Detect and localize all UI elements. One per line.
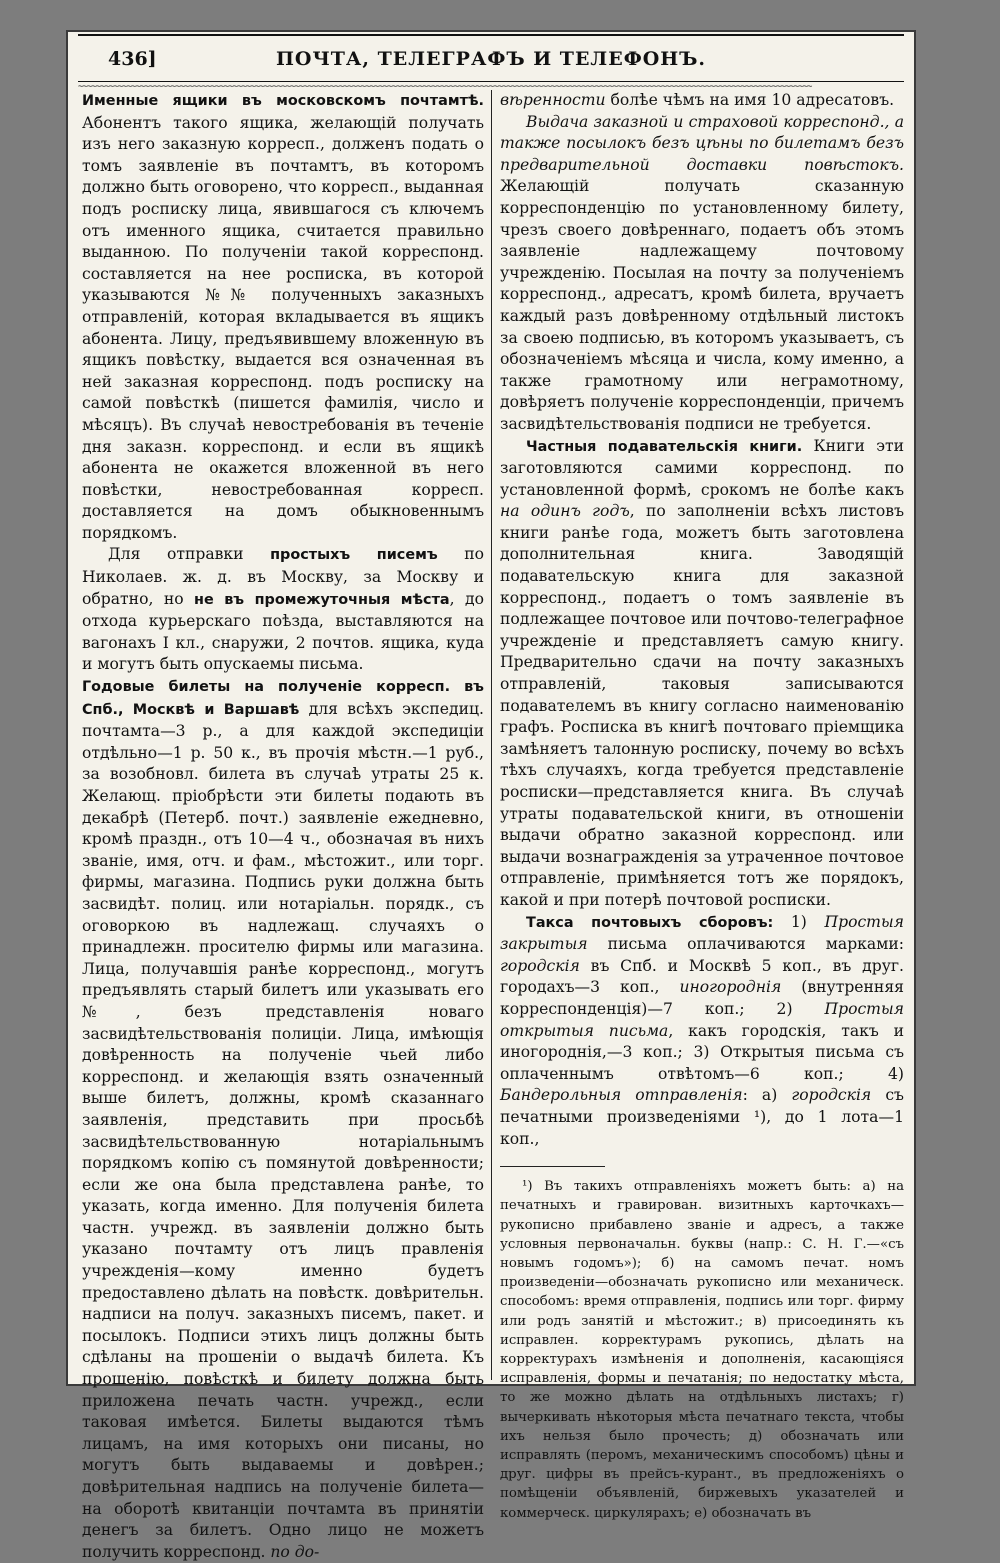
tariff-h: Простыя открытыя письма	[500, 999, 904, 1040]
heading-sender-books: Частныя подавательскія книги.	[526, 438, 803, 455]
column-divider	[491, 90, 492, 1380]
footnote	[500, 1177, 904, 1523]
paragraph-simple-letters	[82, 544, 484, 676]
italic-heading-delivery: Выдача заказной и страховой корреспонд., а также посылокъ безъ цѣны по билетамъ безъ предварительной доставки повѣстокъ.	[500, 112, 904, 174]
text-delivery: Желающій получать сказанную корреспонденцію по установленному билету, чрезъ своего довѣреннаго, подаетъ объ этомъ заявленіе надлежащему почтовому учрежденію. Посылая на почту за полученіемъ корреспонд., адресатъ, кромѣ билета, вручаетъ каждый разъ довѣренному отдѣльный листокъ за своею подписью, въ которомъ указываетъ, съ обозначеніемъ мѣсяца и числа, кому именно, а также грамотному или неграмотному, довѣряетъ полученіе корреспонденціи, причемъ засвидѣтельствованія подписи не требуется.	[500, 177, 904, 433]
tariff-l: городскія	[791, 1086, 872, 1105]
left-column	[82, 90, 484, 1561]
text-continuation: болѣе чѣмъ на имя 10 адресатовъ.	[605, 91, 895, 109]
running-title: ПОЧТА, ТЕЛЕГРАФЪ И ТЕЛЕФОНЪ.	[275, 48, 707, 70]
text-simple-letters-a: Для отправки	[108, 545, 271, 564]
wavy-ornament-rule: ~~~~~~~~~~~~~~~~~~~~~~~~~~~~~~~~~~~~~~~~~~~~~~~~~~~~~~~~~~~~~~~~~~~~~~~~~~~~~~~~~~~~~~~~~~~~~~~~~~~~~~~~~~~~~~~~~~~~~~~~~~~~~~~~~~~~~~~~~~~~~~~~~~~~~~~~~~~~~~~~~~~~~~	[78, 82, 812, 92]
bold-not-intermediate: не въ промежуточныя мѣста	[194, 591, 450, 608]
footnote-rule	[500, 1166, 605, 1167]
paragraph-postal-tariff	[500, 912, 904, 1151]
right-column	[500, 90, 904, 1521]
tariff-a: 1)	[773, 912, 825, 931]
tariff-k: : а)	[742, 1086, 792, 1105]
italic-one-year: на одинъ годъ	[500, 502, 630, 521]
tariff-e: въ Спб. и Москвѣ 5 коп., въ друг. городахъ—3 коп.,	[500, 956, 904, 997]
tariff-d: городскія	[500, 956, 580, 975]
text-simple-letters-c: по Николаев. ж. д. въ Москву, за Москву и обратно, но	[82, 545, 484, 608]
text-sender-books-c: , по заполненіи всѣхъ листовъ книги ранѣе года, можетъ быть заготовлена дополнительная книга. Заводящій подавательскую книга для заказной корреспонд., подаетъ о томъ заявленіе въ подлежащее почтовое или почтово-телеграфное учрежденіе и представляетъ самую книгу. Предварительно сдачи на почту заказныхъ отправленій, таковыя записываются подавателемъ въ книгу согласно наименованію графъ. Росписка въ книгѣ почтоваго пріемщика замѣняетъ талонную росписку, почему во всѣхъ тѣхъ случаяхъ, когда требуется представленіе росписки—представляется книга. Въ случаѣ утраты подавательской книги, въ отношеніи выдачи обратно заказной корреспонд. или выдачи вознагражденія за утраченное почтовое отправленіе, примѣняется тотъ же порядокъ, какой и при потерѣ почтовой росписки.	[500, 502, 904, 909]
bold-simple-letters: простыхъ писемъ	[270, 547, 438, 564]
paragraph-annual-tickets	[82, 676, 484, 1563]
paragraph-continuation	[500, 90, 904, 112]
italic-continuation: вѣренности	[500, 91, 606, 109]
tariff-b: Простыя закрытыя	[500, 912, 904, 954]
heading-annual-tickets: Годовые билеты на полученіе корресп. въ Спб., Москвѣ и Варшавѣ	[82, 679, 484, 718]
page-number: 436]	[108, 48, 157, 70]
text-sender-books-a: Книги эти заготовляются самими корреспонд. по установленной формѣ, срокомъ не болѣе какъ	[500, 436, 904, 499]
text-name-boxes: Абонентъ такого ящика, желающій получать изъ него заказную корресп., долженъ подать о томъ заявленіе въ почтамтъ, въ которомъ должно быть оговорено, что корресп., выданная подъ росписку лица, явившагося съ ключемъ отъ именного ящика, считается правильно выданною. По полученіи такой корреспонд. составляется на нее росписка, въ которой указываются №№ полученныхъ заказныхъ отправленій, которая вкладывается въ ящикъ абонента. Лицу, предъявившему вложенную въ ящикъ повѣстку, выдается вся означенная въ ней заказная корреспонд. подъ росписку на самой повѣсткѣ (пишется фамилія, число и мѣсяцъ). Въ случаѣ невостребованія въ теченіе дня заказн. корреспонд. и если въ ящикѣ абонента не окажется вложенной въ него повѣстки, невостребованная корресп. доставляется на домъ обыкновеннымъ порядкомъ.	[82, 113, 484, 542]
top-border-rule	[78, 34, 904, 36]
text-annual-tickets-tail: по до-	[270, 1542, 320, 1561]
heading-name-boxes: Именные ящики въ московскомъ почтамтѣ.	[82, 93, 484, 109]
text-simple-letters-e: , до отхода курьерскаго поѣзда, выставляются на вагонахъ I кл., снаружи, 2 почтов. ящика, куда и могутъ быть опускаемы письма.	[82, 589, 484, 674]
tariff-m: съ печатными произведеніями ¹), до 1 лота—1 коп.,	[500, 1086, 904, 1148]
tariff-c: письма оплачиваются марками:	[587, 935, 904, 954]
book-page	[68, 32, 914, 1561]
tariff-g: (внутренняя корреспонденція)—7 коп.; 2)	[500, 978, 904, 1018]
tariff-i: , какъ городскія, такъ и иногороднія,—3 коп.; 3) Открытыя письма съ оплаченнымъ отвѣтомъ—6 коп.; 4)	[500, 1021, 904, 1083]
footnote-text: ¹) Въ такихъ отправленіяхъ можетъ быть: а) на печатныхъ и гравирован. визитныхъ карточкахъ—рукописно прибавлено званіе и адресъ, а также условныя первоначальн. буквы (напр.: С. Н. Г.—«съ новымъ годомъ»); б) на самомъ печат. номъ произведеніи—обозначать рукописно или механическ. способомъ: время отправленія, подпись или торг. фирму или родъ занятій и мѣстожит.; в) присоединять къ исправлен. корректурамъ рукопись, дѣлать на корректурахъ измѣненія и дополненія, касающіяся исправленія, формы и печатанія; по недостатку мѣста, то же можно дѣлать на отдѣльныхъ листахъ; г) вычеркивать нѣкоторыя мѣста печатнаго текста, чтобы ихъ нельзя было прочесть; д) обозначать или исправлять (перомъ, механическимъ способомъ) цѣны и друг. цифры въ прейсъ-курант., въ предложеніяхъ о помѣщеніи объявленій, биржевыхъ указателей и коммерческ. циркулярахъ; е) обозначать въ	[500, 1179, 904, 1521]
text-annual-tickets: для всѣхъ экспедиц. почтамта—3 р., а для каждой экспедиціи отдѣльно—1 р. 50 к., въ прочія мѣстн.—1 руб., за возобновл. билета въ случаѣ утраты 25 к. Желающ. пріобрѣсти эти билеты подають въ декабрѣ (Петерб. почт.) заявленіе ежедневно, кромѣ праздн., отъ 10—4 ч., обозначая въ нихъ званіе, имя, отч. и фам., мѣстожит., или торг. фирмы, магазина. Подпись руки должна быть засвидѣт. полиц. или нотаріальн. порядк., съ оговоркою въ надлежащ. случаяхъ о принадлежн. просителю фирмы или магазина. Лица, получавшія ранѣе корреспонд., могутъ предъявлять старый билетъ или указывать его №, безъ представленія новаго засвидѣтельствованія полиціи. Лица, имѣющія довѣренность на полученіе чьей либо корреспонд. и желающія взять означенный выше билетъ, должны, кромѣ сказаннаго заявленія, представить при просьбѣ засвидѣтельствованную нотаріальнымъ порядкомъ копію съ помянутой довѣренности; если же она была представлена ранѣе, то указать, когда именно. Для полученія билета частн. учрежд. въ заявленіи должно быть указано почтамту отъ лицъ правленія учрежденія—кому именно будетъ предоставлено дѣлать на повѣстк. довѣрительн. надписи на получ. заказныхъ писемъ, пакет. и посылокъ. Подписи этихъ лицъ должны быть сдѣланы на прошеніи о выдачѣ билета. Къ прошенію, повѣсткѣ и билету должна быть приложена печать частн. учрежд., если таковая имѣется. Билеты выдаются тѣмъ лицамъ, на имя которыхъ они писаны, но могутъ быть выдаваемы и довѣрен.; довѣрительная надпись на полученіе билета—на оборотѣ квитанціи почтамта въ принятіи денегъ за билетъ. Одно лицо не можетъ получить корреспонд.	[82, 699, 484, 1561]
heading-postal-tariff: Такса почтовыхъ сборовъ:	[526, 914, 774, 931]
tariff-j: Бандерольныя отправленія	[500, 1086, 743, 1105]
paragraph-delivery-without-notice	[500, 112, 904, 436]
paragraph-name-boxes	[82, 90, 484, 544]
tariff-f: иногороднія	[679, 978, 782, 997]
paragraph-sender-books	[500, 436, 904, 912]
